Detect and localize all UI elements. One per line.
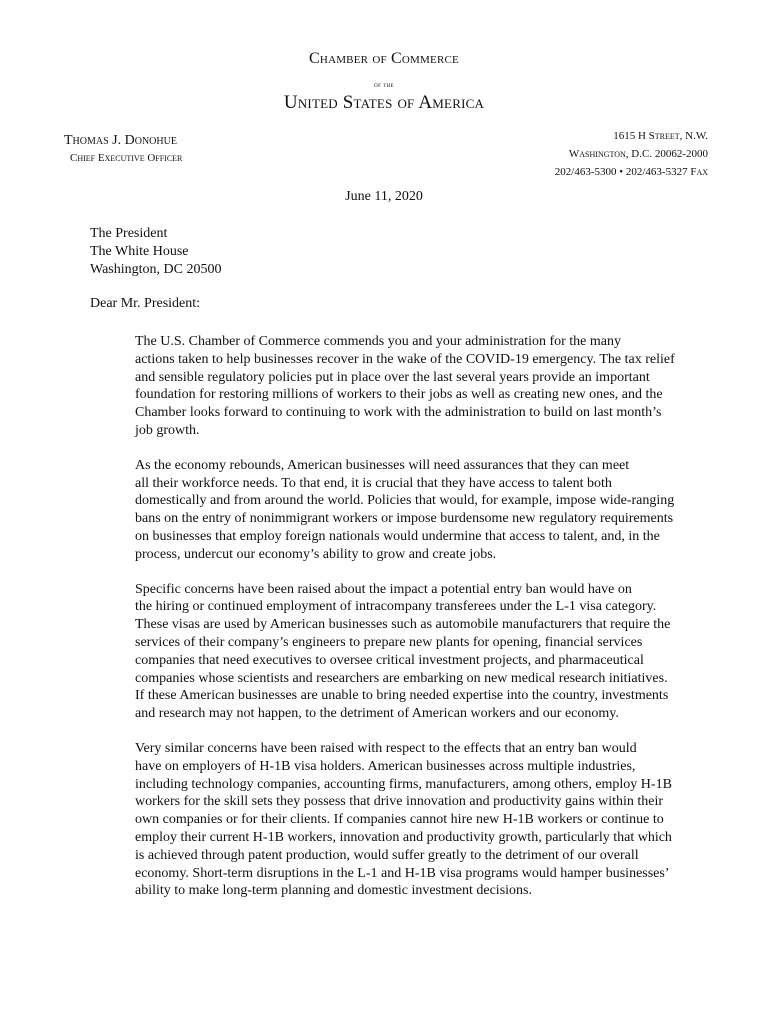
paragraph-line: employ their current H-1B workers, innovation and productivity growth, particularly that which — [135, 829, 672, 845]
org-name-line1: Chamber of Commerce — [309, 50, 459, 67]
paragraph-line: own companies or for their clients. If companies cannot hire new H-1B workers or continue to — [135, 812, 664, 828]
paragraph-line: Chamber looks forward to continuing to work with the administration to build on last month’s — [135, 405, 662, 421]
recipient-line: The President — [90, 226, 168, 241]
paragraph-line: These visas are used by American businesses such as automobile manufacturers that require the — [135, 617, 671, 633]
paragraph-line: is achieved through patent production, would suffer greatly to the detriment of our overall — [135, 847, 639, 863]
paragraph-line: have on employers of H-1B visa holders. American businesses across multiple industries, — [135, 758, 636, 774]
letter-date: June 11, 2020 — [345, 189, 423, 204]
org-name-line3: United States of America — [283, 92, 485, 113]
body-paragraph — [90, 581, 710, 723]
paragraph-line: Very similar concerns have been raised with respect to the effects that an entry ban would — [135, 740, 637, 756]
paragraph-line: economy. Short-term disruptions in the L-1 and H-1B visa programs would hamper businesses’ — [135, 865, 670, 881]
recipient-block — [90, 225, 221, 279]
paragraph-line: all their workforce needs. To that end, it is crucial that they have access to talent both — [135, 475, 612, 491]
paragraph-line: and sensible regulatory policies put in place over the last several years provide an important — [135, 369, 650, 385]
paragraph-line: and research may not happen, to the detriment of American workers and our economy. — [135, 706, 619, 722]
paragraph-line: domestically and from around the world. Policies that would, for example, impose wide-ranging — [135, 493, 675, 509]
address-street: 1615 H Street, N.W. — [613, 130, 708, 142]
address-phone-fax: 202/463-5300 • 202/463-5327 Fax — [554, 166, 708, 178]
paragraph-line: workers for the skill sets they possess that drive innovation and productivity gains within their — [135, 794, 664, 810]
paragraph-line: companies that need executives to oversee critical investment projects, and pharmaceutical — [135, 652, 644, 668]
paragraph-line: As the economy rebounds, American businesses will need assurances that they can meet — [135, 457, 630, 473]
ceo-name: Thomas J. Donohue — [64, 133, 177, 148]
recipient-line: The White House — [90, 244, 189, 259]
paragraph-line: on businesses that employ foreign nationals would undermine that access to talent, and, in the — [135, 528, 660, 544]
body-paragraph — [90, 740, 710, 900]
paragraph-line: process, undercut our economy’s ability to grow and create jobs. — [135, 546, 497, 562]
paragraph-line: the hiring or continued employment of intracompany transferees under the L-1 visa category. — [135, 599, 657, 615]
letter-body — [90, 333, 710, 917]
salutation: Dear Mr. President: — [90, 296, 201, 311]
paragraph-line: companies whose scientists and researchers are embarking on new medical research initiatives. — [135, 670, 668, 686]
paragraph-line: ability to make long-term planning and domestic investment decisions. — [135, 883, 532, 899]
recipient-line: Washington, DC 20500 — [90, 262, 222, 277]
paragraph-line: job growth. — [135, 422, 200, 438]
body-paragraph — [90, 457, 710, 564]
org-address — [555, 127, 708, 181]
paragraph-line: including technology companies, accounting firms, manufacturers, among others, employ H-1B — [135, 776, 672, 792]
paragraph-line: The U.S. Chamber of Commerce commends you and your administration for the many — [135, 334, 622, 349]
ceo-title: Chief Executive Officer — [70, 152, 183, 164]
paragraph-line: services of their company’s engineers to prepare new plants for opening, financial services — [135, 634, 643, 650]
org-name-line2: of the — [374, 81, 394, 89]
paragraph-line: If these American businesses are unable to bring needed expertise into the country, investments — [135, 688, 669, 704]
paragraph-line: foundation for restoring millions of workers to their jobs as well as creating new ones, and the — [135, 387, 663, 403]
paragraph-line: actions taken to help businesses recover in the wake of the COVID-19 emergency. The tax relief — [135, 351, 675, 367]
body-paragraph — [90, 333, 710, 440]
address-city: Washington, D.C. 20062-2000 — [568, 148, 708, 160]
paragraph-line: Specific concerns have been raised about the impact a potential entry ban would have on — [135, 581, 632, 597]
paragraph-line: bans on the entry of nonimmigrant workers or impose burdensome new regulatory requirements — [135, 511, 674, 527]
